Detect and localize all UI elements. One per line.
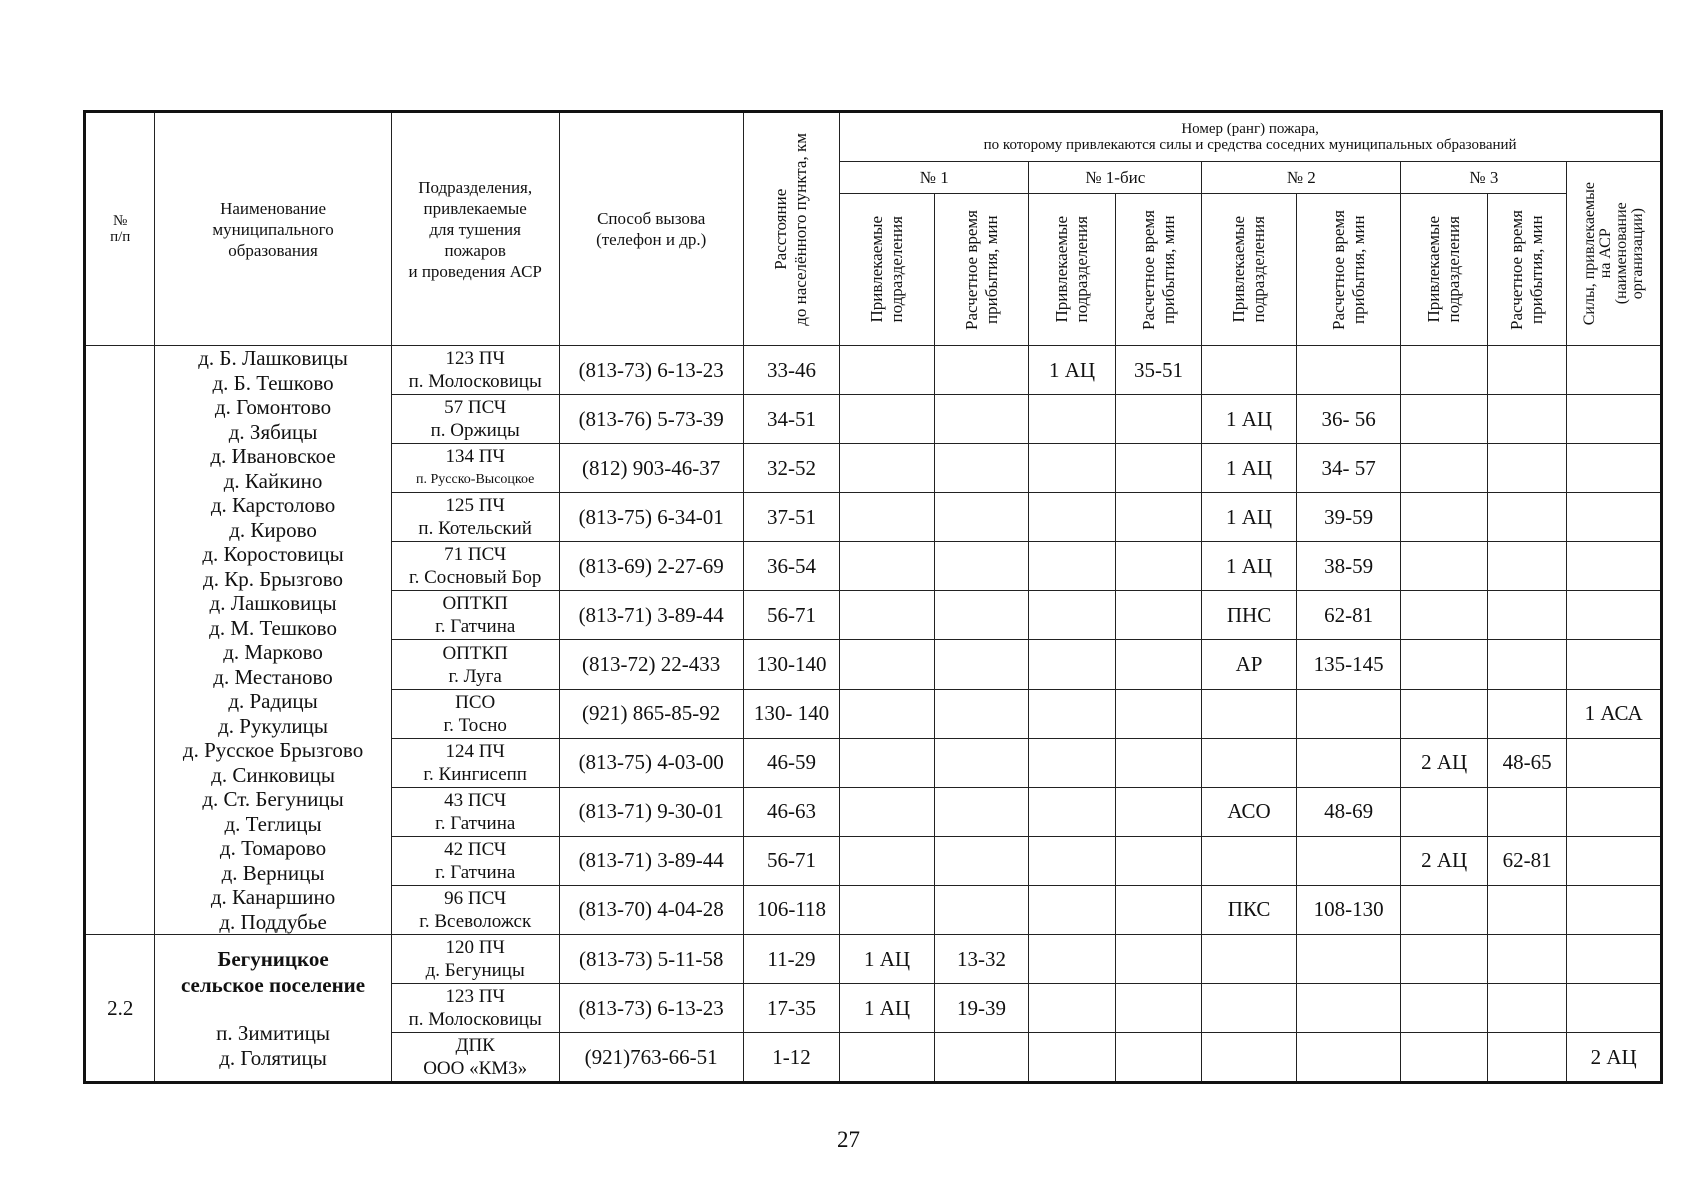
village-name: д. Лашковицы [209,591,337,615]
r2u-cell [1202,738,1297,787]
header-r3-units-cell [1401,194,1487,346]
dist-cell: 56-71 [743,591,840,640]
dist-cell: 33-46 [743,346,840,395]
r2u-cell: 1 АЦ [1202,395,1297,444]
dist-cell: 46-59 [743,738,840,787]
r1bt-cell [1115,738,1201,787]
header-rank-title: Номер (ранг) пожара, по которому привлекаются силы и средства соседних муниципальных образований [840,112,1662,162]
r1bu-cell [1029,1033,1115,1083]
unit-name: 42 ПСЧ [444,838,507,860]
dist-cell: 37-51 [743,493,840,542]
r1bt-cell [1115,984,1201,1033]
r1t-cell [934,493,1029,542]
r1bt-cell [1115,689,1201,738]
header-r1-time: Расчетное время прибытия, мин [961,209,1001,330]
r1bt-cell [1115,885,1201,934]
spacer [157,998,388,1021]
r1bt-cell [1115,591,1201,640]
unit-name: 124 ПЧ [445,740,505,762]
asr-cell [1567,935,1662,984]
village-name: д. Местаново [213,664,333,689]
unit-name: 134 ПЧ [445,446,505,468]
r2t-cell: 108-130 [1296,885,1401,934]
r1bu-cell [1029,836,1115,885]
village-name: д. Радицы [228,689,318,713]
r1bt-cell [1115,935,1201,984]
header-r1-time-cell [934,194,1029,346]
r3t-cell: 62-81 [1487,836,1566,885]
r2t-cell: 39-59 [1296,493,1401,542]
unit-name: 123 ПЧ [445,986,505,1007]
r1t-cell: 19-39 [934,984,1029,1033]
r3u-cell [1401,444,1487,493]
r1u-cell [840,885,935,934]
phone-cell: (813-69) 2-27-69 [559,542,743,591]
unit-cell [391,640,559,689]
unit-name: ОПТКП [442,642,508,664]
village-name: д. Ивановское [210,444,336,468]
header-call-method: Способ вызова (телефон и др.) [559,112,743,346]
header-r2-units: Привлекаемые подразделения [1229,216,1269,323]
unit-name: 71 ПСЧ [444,544,507,566]
village-name: д. Русское Брызгово [182,738,364,762]
r3t-cell [1487,640,1566,689]
r1u-cell [840,346,935,395]
unit-cell [391,346,559,395]
header-asr-forces: Силы, привлекаемые на АСР (наименование организации) [1580,181,1646,326]
unit-location: г. Луга [448,665,502,687]
r2u-cell [1202,689,1297,738]
unit-cell [391,885,559,934]
unit-cell [391,493,559,542]
page-number: 27 [837,1127,860,1152]
phone-cell: (812) 903-46-37 [559,444,743,493]
r2t-cell [1296,1033,1401,1083]
r2t-cell [1296,935,1401,984]
unit-cell [391,542,559,591]
unit-name: 43 ПСЧ [444,789,507,811]
r1t-cell: 13-32 [934,935,1029,984]
dist-cell: 46-63 [743,787,840,836]
r2t-cell: 62-81 [1296,591,1401,640]
r3t-cell [1487,984,1566,1033]
village-name: д. Марково [223,640,323,664]
unit-name: 120 ПЧ [445,937,505,958]
village-name: д. Рукулицы [218,713,329,738]
r2u-cell [1202,984,1297,1033]
r1bt-cell [1115,640,1201,689]
unit-cell [391,836,559,885]
r1t-cell [934,836,1029,885]
r1bu-cell [1029,542,1115,591]
r1bt-cell [1115,542,1201,591]
village-name: д. Теглицы [224,811,322,836]
asr-cell [1567,591,1662,640]
unit-name: 123 ПЧ [445,348,505,370]
unit-name: 96 ПСЧ [444,887,507,909]
unit-location: п. Русско-Высоцкое [415,472,535,488]
r2t-cell: 135-145 [1296,640,1401,689]
header-r2-time: Расчетное время прибытия, мин [1328,209,1368,330]
village-name: д. Зябицы [228,419,318,444]
r1t-cell [934,444,1029,493]
village-name: д. Канаршино [210,885,336,909]
village-name: д. Кайкино [223,468,323,493]
r1bu-cell [1029,689,1115,738]
unit-cell [391,444,559,493]
villages-cell [155,346,391,935]
village-name: д. Ст. Бегуницы [202,787,344,811]
unit-cell [391,591,559,640]
asr-cell: 1 АСА [1567,689,1662,738]
r2t-cell [1296,984,1401,1033]
r3t-cell [1487,444,1566,493]
phone-cell: (813-71) 3-89-44 [559,836,743,885]
r1t-cell [934,1033,1029,1083]
r2t-cell: 34- 57 [1296,444,1401,493]
village-name: д. Б. Лашковицы [198,346,348,370]
r2u-cell: ПКС [1202,885,1297,934]
r3u-cell [1401,640,1487,689]
r2u-cell [1202,935,1297,984]
header-r2-units-cell [1202,194,1297,346]
unit-cell [391,738,559,787]
village-name: д. Кр. Брызгово [203,566,344,591]
unit-cell [391,787,559,836]
phone-cell: (813-71) 3-89-44 [559,591,743,640]
r3u-cell [1401,787,1487,836]
row-number-cell [85,346,155,935]
r1bu-cell [1029,591,1115,640]
header-r3-units: Привлекаемые подразделения [1424,216,1464,323]
header-r1bis-units-cell [1029,194,1115,346]
r1bu-cell [1029,395,1115,444]
r1t-cell [934,787,1029,836]
phone-cell: (813-76) 5-73-39 [559,395,743,444]
phone-cell: (813-75) 6-34-01 [559,493,743,542]
asr-cell [1567,395,1662,444]
village-name: д. Гомонтово [214,395,332,419]
r3t-cell [1487,935,1566,984]
r1bu-cell [1029,787,1115,836]
r3u-cell [1401,395,1487,444]
header-r3-time-cell [1487,194,1566,346]
dist-cell: 130- 140 [743,689,840,738]
header-r1bis-time-cell [1115,194,1201,346]
r3u-cell [1401,935,1487,984]
r1t-cell [934,738,1029,787]
r1u-cell [840,395,935,444]
table-body [85,346,1662,1083]
r2u-cell [1202,346,1297,395]
phone-cell: (921) 865-85-92 [559,689,743,738]
table-row [85,346,1662,395]
unit-location: п. Молосковицы [408,1009,542,1030]
r1bu-cell [1029,885,1115,934]
village-name: д. Карстолово [210,493,336,517]
village-name: д. Кирово [229,517,317,542]
unit-location: г. Гатчина [435,616,516,638]
unit-location: п. Молосковицы [408,371,542,393]
unit-location: г. Гатчина [435,812,516,834]
phone-cell: (921)763-66-51 [559,1033,743,1083]
unit-location: г. Гатчина [435,861,516,883]
phone-cell: (813-73) 6-13-23 [559,984,743,1033]
phone-cell: (813-72) 22-433 [559,640,743,689]
unit-cell [391,1033,559,1083]
unit-name: 57 ПСЧ [444,397,507,419]
r1bu-cell [1029,738,1115,787]
unit-location: г. Кингисепп [423,763,527,785]
header-r1-units: Привлекаемые подразделения [867,216,906,323]
r2u-cell [1202,1033,1297,1083]
r2u-cell: 1 АЦ [1202,542,1297,591]
r3t-cell [1487,395,1566,444]
dist-cell: 106-118 [743,885,840,934]
r2t-cell: 48-69 [1296,787,1401,836]
r3t-cell [1487,493,1566,542]
r1bu-cell [1029,935,1115,984]
r1t-cell [934,542,1029,591]
r2u-cell: ПНС [1202,591,1297,640]
dist-cell: 36-54 [743,542,840,591]
r2t-cell: 38-59 [1296,542,1401,591]
unit-cell [391,935,559,984]
unit-location: д. Бегуницы [425,960,525,981]
unit-location: п. Оржицы [430,420,520,442]
village-name: д. Б. Тешково [212,370,334,395]
dist-cell: 34-51 [743,395,840,444]
r2t-cell [1296,836,1401,885]
header-units: Подразделения, привлекаемые для тушения пожаров и проведения АСР [391,112,559,346]
r3t-cell [1487,787,1566,836]
dist-cell: 11-29 [743,935,840,984]
r2t-cell [1296,346,1401,395]
dist-cell: 17-35 [743,984,840,1033]
r1t-cell [934,689,1029,738]
asr-cell [1567,885,1662,934]
r1u-cell: 1 АЦ [840,984,935,1033]
r1bu-cell [1029,640,1115,689]
r1t-cell [934,591,1029,640]
r1bt-cell [1115,395,1201,444]
r3t-cell [1487,1033,1566,1083]
r3t-cell: 48-65 [1487,738,1566,787]
header-r1-units-cell [840,194,935,346]
unit-name: 125 ПЧ [445,495,505,517]
asr-cell [1567,836,1662,885]
unit-location: п. Котельский [418,518,532,540]
village-name: д. М. Тешково [209,615,337,640]
r2u-cell: 1 АЦ [1202,444,1297,493]
r2u-cell [1202,836,1297,885]
header-distance: Расстояние до населённого пункта, км [771,132,811,326]
r3u-cell [1401,542,1487,591]
village-name: п. Зимитицы [216,1021,330,1045]
r1u-cell [840,689,935,738]
dist-cell: 56-71 [743,836,840,885]
fire-response-table [83,110,1663,1084]
header-rank-1: № 1 [840,162,1029,194]
r3u-cell [1401,689,1487,738]
r3u-cell: 2 АЦ [1401,738,1487,787]
r1bu-cell: 1 АЦ [1029,346,1115,395]
r1u-cell [840,444,935,493]
r2t-cell [1296,738,1401,787]
unit-cell [391,395,559,444]
r2u-cell: АР [1202,640,1297,689]
asr-cell [1567,984,1662,1033]
phone-cell: (813-73) 6-13-23 [559,346,743,395]
header-asr-cell [1567,162,1662,346]
table-row [85,935,1662,984]
r1u-cell [840,542,935,591]
asr-cell [1567,640,1662,689]
r3t-cell [1487,591,1566,640]
r2t-cell [1296,689,1401,738]
header-rank-1bis: № 1-бис [1029,162,1202,194]
asr-cell: 2 АЦ [1567,1033,1662,1083]
r1bt-cell: 35-51 [1115,346,1201,395]
r3t-cell [1487,885,1566,934]
r1bu-cell [1029,984,1115,1033]
dist-cell: 130-140 [743,640,840,689]
r3u-cell: 2 АЦ [1401,836,1487,885]
asr-cell [1567,493,1662,542]
phone-cell: (813-71) 9-30-01 [559,787,743,836]
header-rank-3: № 3 [1401,162,1567,194]
header-rank-2: № 2 [1202,162,1401,194]
r1u-cell [840,640,935,689]
village-name: д. Синковицы [211,762,335,787]
village-name: д. Поддубье [219,909,327,934]
header-municipality: Наименование муниципального образования [155,112,391,346]
unit-name: ПСО [455,691,496,713]
village-name: д. Голятицы [219,1045,327,1070]
village-name: д. Коростовицы [202,542,344,566]
r1u-cell: 1 АЦ [840,935,935,984]
unit-location: ООО «КМЗ» [423,1058,528,1079]
r1u-cell [840,591,935,640]
header-r3-time: Расчетное время прибытия, мин [1507,209,1547,330]
r1bu-cell [1029,444,1115,493]
r3u-cell [1401,885,1487,934]
r1bt-cell [1115,444,1201,493]
r1bu-cell [1029,493,1115,542]
r1u-cell [840,1033,935,1083]
asr-cell [1567,542,1662,591]
header-r1bis-time: Расчетное время прибытия, мин [1138,209,1178,330]
unit-location: г. Сосновый Бор [408,567,542,589]
r2u-cell: АСО [1202,787,1297,836]
unit-name: ДПК [455,1035,495,1056]
r1bt-cell [1115,1033,1201,1083]
unit-location: г. Всеволожск [419,910,532,932]
villages-cell [155,935,391,1083]
r1u-cell [840,836,935,885]
header-r2-time-cell [1296,194,1401,346]
r1u-cell [840,493,935,542]
header-r1bis-units: Привлекаемые подразделения [1052,216,1092,323]
village-name: д. Томарово [219,836,327,860]
unit-name: ОПТКП [442,593,508,615]
phone-cell: (813-75) 4-03-00 [559,738,743,787]
section-number: 2.2 [85,935,155,1083]
asr-cell [1567,444,1662,493]
r1bt-cell [1115,787,1201,836]
r3u-cell [1401,346,1487,395]
asr-cell [1567,787,1662,836]
r1u-cell [840,787,935,836]
r1bt-cell [1115,836,1201,885]
header-num: № п/п [85,112,155,346]
r1t-cell [934,346,1029,395]
phone-cell: (813-70) 4-04-28 [559,885,743,934]
r1bt-cell [1115,493,1201,542]
asr-cell [1567,346,1662,395]
r3u-cell [1401,493,1487,542]
r3u-cell [1401,591,1487,640]
r2u-cell: 1 АЦ [1202,493,1297,542]
r1t-cell [934,395,1029,444]
r2t-cell: 36- 56 [1296,395,1401,444]
village-name: д. Верницы [221,860,325,885]
r3t-cell [1487,542,1566,591]
asr-cell [1567,738,1662,787]
r1t-cell [934,640,1029,689]
unit-location: г. Тосно [443,714,507,736]
dist-cell: 32-52 [743,444,840,493]
unit-cell [391,689,559,738]
phone-cell: (813-73) 5-11-58 [559,935,743,984]
r3u-cell [1401,1033,1487,1083]
r3u-cell [1401,984,1487,1033]
dist-cell: 1-12 [743,1033,840,1083]
r1t-cell [934,885,1029,934]
r3t-cell [1487,689,1566,738]
settlement-title: Бегуницкое сельское поселение [180,947,366,997]
header-distance-cell [743,112,840,346]
unit-cell [391,984,559,1033]
r3t-cell [1487,346,1566,395]
r1u-cell [840,738,935,787]
